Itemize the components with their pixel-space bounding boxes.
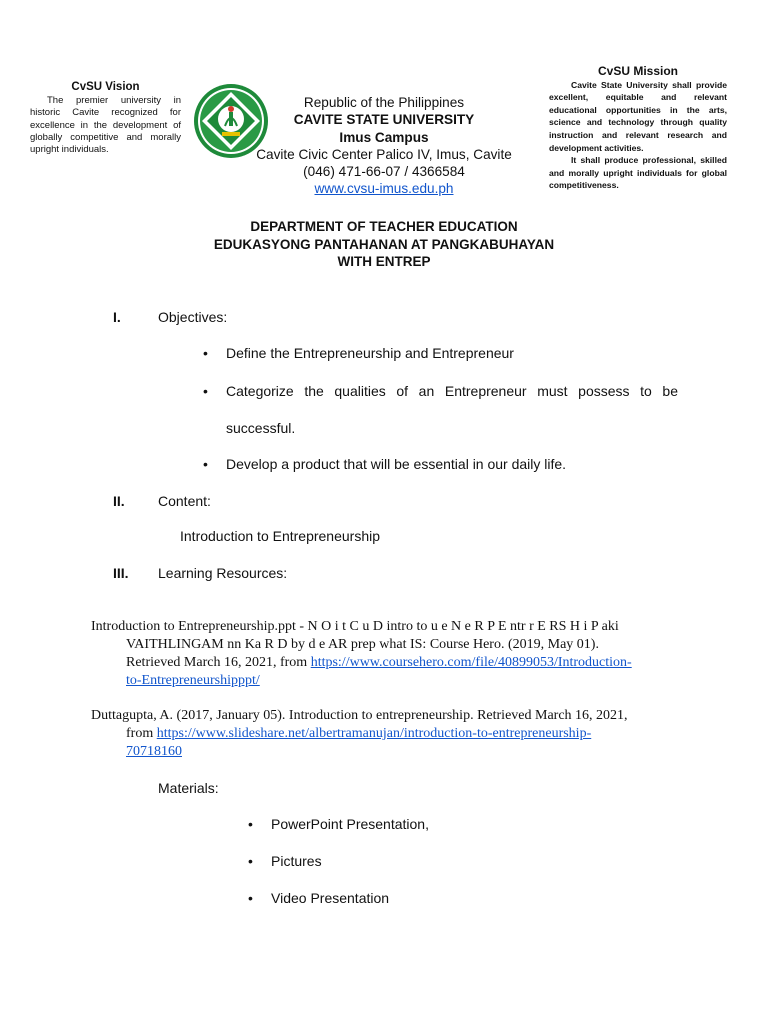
section-2-number: II. xyxy=(113,493,125,509)
department-heading xyxy=(100,218,668,271)
vision-title: CvSU Vision xyxy=(71,81,140,93)
department-line-1: DEPARTMENT OF TEACHER EDUCATION xyxy=(250,219,518,234)
mission-title: CvSU Mission xyxy=(597,64,678,78)
republic-line: Republic of the Philippines xyxy=(303,95,465,110)
vision-block xyxy=(30,81,181,156)
mission-paragraph-2: It shall produce professional, skilled and morally upright individuals for global competitiveness. xyxy=(549,155,727,191)
department-line-2: EDUKASYONG PANTAHANAN AT PANGKABUHAYAN xyxy=(213,236,555,252)
objective-item-continuation: successful. xyxy=(226,420,296,436)
objective-item: • Develop a product that will be essential in our daily life. xyxy=(203,456,567,472)
university-name: CAVITE STATE UNIVERSITY xyxy=(293,112,475,128)
coursehero-link[interactable]: https://www.coursehero.com/file/40899053/Introduction- xyxy=(310,655,632,670)
campus-address: Cavite Civic Center Palico IV, Imus, Cavite xyxy=(256,146,512,162)
material-item: • Video Presentation xyxy=(248,890,390,906)
mission-paragraph-1: Cavite State University shall provide excellent, equitable and relevant educational opportunities in the arts, science and technology through quality instruction and relevant research and development activities. xyxy=(549,79,727,153)
section-3-number: III. xyxy=(113,565,129,581)
vision-text: The premier university in historic Cavite recognized for excellence in the development of globally competitive and morally upright individuals. xyxy=(30,95,181,156)
materials-label: Materials: xyxy=(158,780,219,796)
section-1-number: I. xyxy=(113,309,121,325)
slideshare-link-continued[interactable]: 70718160 xyxy=(126,744,182,759)
objective-item: • Define the Entrepreneurship and Entrepreneur xyxy=(203,345,514,361)
section-3-label: Learning Resources: xyxy=(158,565,288,581)
university-header xyxy=(228,94,540,198)
mission-block xyxy=(549,65,727,192)
section-1-label: Objectives: xyxy=(158,309,228,325)
reference-2: Duttagupta, A. (2017, January 05). Introduction to entrepreneurship. Retrieved March 16, 2021, from https://www.slideshare.net/albertramanujan/introduction-to-entrepreneurship- 70718160 xyxy=(91,708,628,759)
material-item: • Pictures xyxy=(248,853,322,869)
slideshare-link[interactable]: https://www.slideshare.net/albertramanujan/introduction-to-entrepreneurship- xyxy=(156,726,592,741)
website-link[interactable]: www.cvsu-imus.edu.ph xyxy=(314,181,454,197)
reference-1: Introduction to Entrepreneurship.ppt - N O i t C u D intro to u e N e R P E ntr r E RS H i P aki VAITHLINGAM nn Ka R D by d e AR prep what IS: Course Hero. (2019, May 01). Retrieved March 16, 2021, from https://www.coursehero.com/file/40899053/Introduction- to-Entrepreneurshipppt/ xyxy=(91,619,632,688)
department-line-3: WITH ENTREP xyxy=(337,254,431,269)
coursehero-link-continued[interactable]: to-Entrepreneurshipppt/ xyxy=(126,673,260,688)
campus-name: Imus Campus xyxy=(339,129,429,145)
content-topic: Introduction to Entrepreneurship xyxy=(180,528,381,544)
section-2-label: Content: xyxy=(158,493,211,509)
objective-item: • Categorize the qualities of an Entrepreneur must possess to be xyxy=(203,383,678,399)
material-item: • PowerPoint Presentation, xyxy=(248,816,429,832)
phone-numbers: (046) 471-66-07 / 4366584 xyxy=(303,164,465,180)
